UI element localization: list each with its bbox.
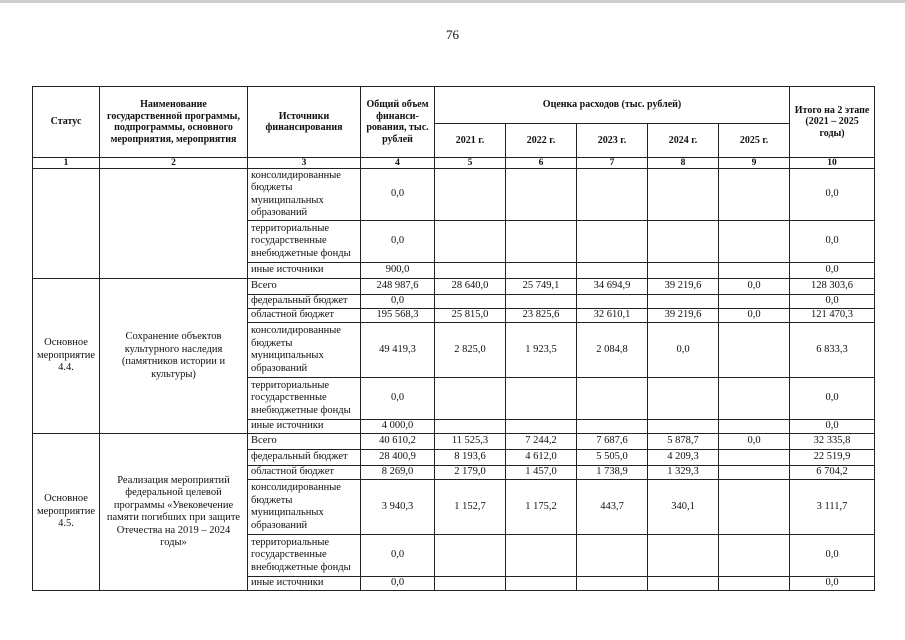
funding-source-cell: иные источники <box>248 420 361 434</box>
year-2021-cell: 1 152,7 <box>435 480 506 535</box>
year-2021-cell: 28 640,0 <box>435 279 506 295</box>
year-2021-cell <box>435 221 506 263</box>
stage-total-cell: 6 704,2 <box>790 466 875 480</box>
page-number: 76 <box>446 27 459 42</box>
funding-source-cell: консолидированные бюджеты муниципальных образований <box>248 480 361 535</box>
year-2021-cell <box>435 263 506 279</box>
year-2023-cell: 34 694,9 <box>577 279 648 295</box>
column-number: 4 <box>361 158 435 169</box>
year-2021-cell: 2 179,0 <box>435 466 506 480</box>
table-row <box>33 279 875 295</box>
total-volume-cell: 0,0 <box>361 577 435 591</box>
year-2021-cell: 8 193,6 <box>435 450 506 466</box>
column-number: 1 <box>33 158 100 169</box>
total-volume-cell: 0,0 <box>361 169 435 221</box>
year-2024-cell: 340,1 <box>648 480 719 535</box>
year-2023-cell <box>577 535 648 577</box>
stage-total-cell: 0,0 <box>790 221 875 263</box>
year-2024-cell: 4 209,3 <box>648 450 719 466</box>
year-2025-cell: 0,0 <box>719 279 790 295</box>
year-2024-cell <box>648 420 719 434</box>
header-year-2025: 2025 г. <box>719 124 790 158</box>
year-2024-cell <box>648 378 719 420</box>
total-volume-cell: 40 610,2 <box>361 434 435 450</box>
stage-total-cell: 6 833,3 <box>790 323 875 378</box>
year-2024-cell: 39 219,6 <box>648 279 719 295</box>
year-2024-cell: 0,0 <box>648 323 719 378</box>
stage-total-cell: 0,0 <box>790 263 875 279</box>
year-2022-cell: 1 457,0 <box>506 466 577 480</box>
year-2023-cell: 2 084,8 <box>577 323 648 378</box>
year-2021-cell <box>435 577 506 591</box>
column-number: 2 <box>100 158 248 169</box>
year-2024-cell <box>648 535 719 577</box>
year-2023-cell <box>577 420 648 434</box>
column-number: 7 <box>577 158 648 169</box>
program-name-cell: Сохранение объектов культурного наследия (памятников истории и культуры) <box>100 279 248 434</box>
header-stage-total: Итого на 2 этапе (2021 – 2025 годы) <box>790 87 875 158</box>
year-2025-cell <box>719 263 790 279</box>
funding-source-cell: областной бюджет <box>248 309 361 323</box>
column-number-row <box>33 158 875 169</box>
stage-total-cell: 0,0 <box>790 378 875 420</box>
status-cell <box>33 169 100 279</box>
funding-source-cell: областной бюджет <box>248 466 361 480</box>
year-2021-cell: 25 815,0 <box>435 309 506 323</box>
year-2024-cell <box>648 295 719 309</box>
year-2021-cell <box>435 378 506 420</box>
year-2025-cell <box>719 221 790 263</box>
top-rule <box>0 0 905 3</box>
column-number: 6 <box>506 158 577 169</box>
year-2021-cell: 11 525,3 <box>435 434 506 450</box>
header-year-2024: 2024 г. <box>648 124 719 158</box>
stage-total-cell: 3 111,7 <box>790 480 875 535</box>
stage-total-cell: 22 519,9 <box>790 450 875 466</box>
funding-source-cell: Всего <box>248 279 361 295</box>
year-2024-cell <box>648 169 719 221</box>
year-2021-cell <box>435 535 506 577</box>
total-volume-cell: 28 400,9 <box>361 450 435 466</box>
column-number: 5 <box>435 158 506 169</box>
header-year-2021: 2021 г. <box>435 124 506 158</box>
funding-source-cell: консолидированные бюджеты муниципальных образований <box>248 169 361 221</box>
column-number: 10 <box>790 158 875 169</box>
year-2024-cell <box>648 263 719 279</box>
year-2022-cell <box>506 535 577 577</box>
table-row <box>33 434 875 450</box>
funding-source-cell: иные источники <box>248 263 361 279</box>
year-2022-cell <box>506 420 577 434</box>
year-2022-cell: 23 825,6 <box>506 309 577 323</box>
year-2023-cell: 1 738,9 <box>577 466 648 480</box>
stage-total-cell: 0,0 <box>790 420 875 434</box>
stage-total-cell: 121 470,3 <box>790 309 875 323</box>
header-name: Наименование государственной программы, подпрограммы, основного мероприятия, мероприятия <box>100 87 248 158</box>
year-2023-cell <box>577 221 648 263</box>
year-2023-cell: 443,7 <box>577 480 648 535</box>
year-2024-cell: 1 329,3 <box>648 466 719 480</box>
year-2023-cell <box>577 263 648 279</box>
year-2023-cell: 5 505,0 <box>577 450 648 466</box>
funding-source-cell: территориальные государственные внебюджетные фонды <box>248 221 361 263</box>
year-2022-cell: 1 923,5 <box>506 323 577 378</box>
year-2022-cell: 25 749,1 <box>506 279 577 295</box>
stage-total-cell: 0,0 <box>790 295 875 309</box>
program-name-cell: Реализация мероприятий федеральной целевой программы «Увековечение памяти погибших при защите Отечества на 2019 – 2024 годы» <box>100 434 248 591</box>
year-2022-cell <box>506 378 577 420</box>
total-volume-cell: 0,0 <box>361 378 435 420</box>
year-2021-cell: 2 825,0 <box>435 323 506 378</box>
year-2023-cell <box>577 295 648 309</box>
year-2022-cell: 7 244,2 <box>506 434 577 450</box>
year-2022-cell: 4 612,0 <box>506 450 577 466</box>
table-body <box>33 158 875 591</box>
funding-source-cell: территориальные государственные внебюджетные фонды <box>248 378 361 420</box>
funding-source-cell: консолидированные бюджеты муниципальных образований <box>248 323 361 378</box>
year-2025-cell <box>719 535 790 577</box>
year-2021-cell <box>435 420 506 434</box>
funding-source-cell: территориальные государственные внебюджетные фонды <box>248 535 361 577</box>
total-volume-cell: 248 987,6 <box>361 279 435 295</box>
year-2025-cell <box>719 295 790 309</box>
total-volume-cell: 8 269,0 <box>361 466 435 480</box>
budget-table <box>32 86 875 591</box>
column-number: 9 <box>719 158 790 169</box>
year-2023-cell <box>577 169 648 221</box>
header-estimate: Оценка расходов (тыс. рублей) <box>435 87 790 124</box>
year-2022-cell <box>506 577 577 591</box>
year-2022-cell <box>506 169 577 221</box>
year-2022-cell: 1 175,2 <box>506 480 577 535</box>
year-2023-cell: 32 610,1 <box>577 309 648 323</box>
total-volume-cell: 0,0 <box>361 221 435 263</box>
funding-source-cell: федеральный бюджет <box>248 295 361 309</box>
header-year-2022: 2022 г. <box>506 124 577 158</box>
program-name-cell <box>100 169 248 279</box>
stage-total-cell: 0,0 <box>790 169 875 221</box>
year-2024-cell <box>648 577 719 591</box>
year-2024-cell <box>648 221 719 263</box>
stage-total-cell: 128 303,6 <box>790 279 875 295</box>
stage-total-cell: 0,0 <box>790 535 875 577</box>
total-volume-cell: 0,0 <box>361 535 435 577</box>
year-2025-cell <box>719 466 790 480</box>
year-2024-cell: 39 219,6 <box>648 309 719 323</box>
total-volume-cell: 49 419,3 <box>361 323 435 378</box>
year-2025-cell <box>719 577 790 591</box>
year-2021-cell <box>435 169 506 221</box>
funding-source-cell: федеральный бюджет <box>248 450 361 466</box>
year-2024-cell: 5 878,7 <box>648 434 719 450</box>
year-2023-cell: 7 687,6 <box>577 434 648 450</box>
year-2025-cell <box>719 420 790 434</box>
total-volume-cell: 3 940,3 <box>361 480 435 535</box>
year-2025-cell <box>719 169 790 221</box>
year-2025-cell <box>719 323 790 378</box>
total-volume-cell: 4 000,0 <box>361 420 435 434</box>
total-volume-cell: 195 568,3 <box>361 309 435 323</box>
stage-total-cell: 0,0 <box>790 577 875 591</box>
total-volume-cell: 900,0 <box>361 263 435 279</box>
year-2025-cell <box>719 480 790 535</box>
year-2025-cell: 0,0 <box>719 434 790 450</box>
year-2023-cell <box>577 378 648 420</box>
year-2022-cell <box>506 221 577 263</box>
header-sources: Источники финансирования <box>248 87 361 158</box>
year-2022-cell <box>506 295 577 309</box>
column-number: 8 <box>648 158 719 169</box>
funding-source-cell: Всего <box>248 434 361 450</box>
funding-source-cell: иные источники <box>248 577 361 591</box>
header-total-volume: Общий объем финанси-рования, тыс. рублей <box>361 87 435 158</box>
status-cell: Основное мероприятие 4.4. <box>33 279 100 434</box>
year-2022-cell <box>506 263 577 279</box>
column-number: 3 <box>248 158 361 169</box>
header-year-2023: 2023 г. <box>577 124 648 158</box>
total-volume-cell: 0,0 <box>361 295 435 309</box>
status-cell: Основное мероприятие 4.5. <box>33 434 100 591</box>
year-2025-cell <box>719 450 790 466</box>
table-row <box>33 169 875 221</box>
header-status: Статус <box>33 87 100 158</box>
stage-total-cell: 32 335,8 <box>790 434 875 450</box>
year-2025-cell: 0,0 <box>719 309 790 323</box>
year-2023-cell <box>577 577 648 591</box>
year-2025-cell <box>719 378 790 420</box>
year-2021-cell <box>435 295 506 309</box>
